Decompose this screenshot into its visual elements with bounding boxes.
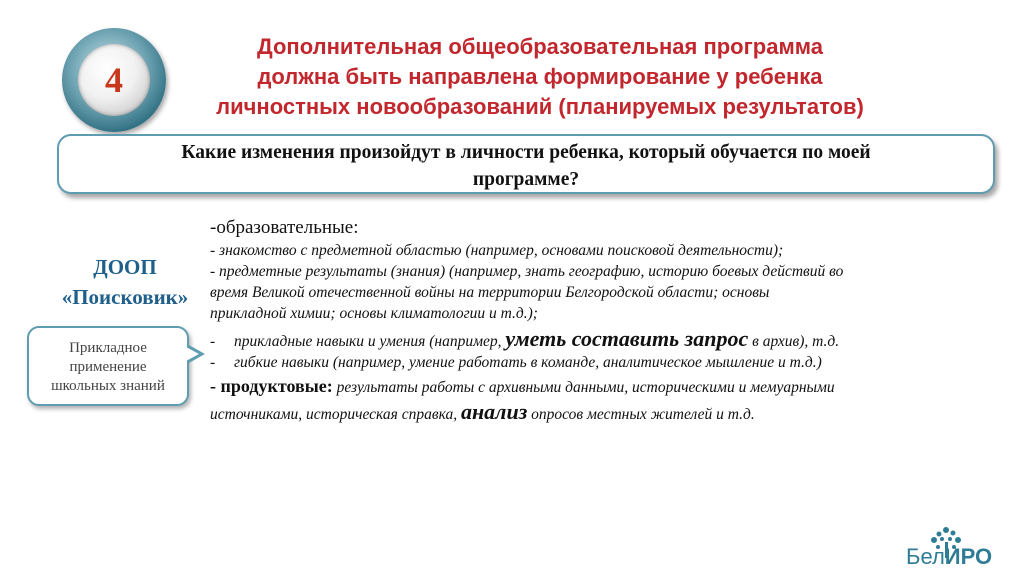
applied-emphasis: уметь составить запрос (505, 326, 749, 351)
product-emphasis: анализ (460, 399, 528, 424)
flexible-text: гибкие навыки (например, умение работать в команде, аналитическое мышление и т.д.) (234, 354, 822, 371)
title-line: должна быть направлена формирование у ребенка (257, 64, 823, 89)
edu-line: - предметные результаты (знания) (например, знать географию, историю боевых действий во (210, 263, 844, 280)
program-title: «Поисковик» (61, 285, 189, 309)
logo-part-iro: ИРО (944, 544, 993, 569)
applied-skills-line (210, 328, 1010, 352)
product-heading: - продуктовые: (210, 376, 333, 396)
callout-pointer-fill (186, 347, 199, 361)
callout-line: применение (69, 359, 147, 375)
logo-part-bel: Бел (906, 544, 945, 569)
badge-number: 4 (105, 60, 123, 100)
title-line: личностных новообразований (планируемых результатов) (216, 94, 864, 119)
program-abbrev: ДООП (93, 255, 157, 279)
badge-inner-circle (78, 44, 150, 116)
edu-line: прикладной химии; основы климатологии и т.д.); (210, 305, 538, 322)
beliro-logo (906, 524, 1016, 570)
applied-text: прикладные навыки и умения (например, (234, 333, 502, 350)
bullet-dash: - (210, 333, 216, 350)
program-name (40, 252, 210, 312)
edu-line: - знакомство с предметной областью (например, основами поисковой деятельности); (210, 242, 784, 259)
callout-box (27, 326, 189, 406)
question-box (57, 134, 995, 194)
flexible-skills-line (210, 352, 1010, 373)
callout-line: Прикладное (69, 340, 147, 356)
question-line: Какие изменения произойдут в личности ребенка, который обучается по моей (181, 142, 871, 163)
bullet-dash: - (210, 354, 216, 371)
product-text: результаты работы с архивными данными, историческими и мемуарными (336, 379, 835, 396)
logo-text (906, 544, 992, 570)
title-line: Дополнительная общеобразовательная программа (257, 34, 823, 59)
product-text-end: опросов местных жителей и т.д. (531, 406, 755, 423)
product-line-2 (210, 401, 1010, 425)
number-badge (62, 28, 166, 132)
applied-text-end: в архив), т.д. (752, 333, 840, 350)
slide-title (160, 32, 920, 122)
product-text: источниками, историческая справка, (210, 406, 458, 423)
question-line: программе? (472, 169, 580, 190)
results-content (210, 216, 1010, 425)
product-line (210, 376, 1010, 398)
edu-line: время Великой отечественной войны на территории Белгородской области; основы (210, 284, 770, 301)
callout-line: школьных знаний (51, 378, 165, 394)
educational-heading: -образовательные: (210, 217, 359, 238)
